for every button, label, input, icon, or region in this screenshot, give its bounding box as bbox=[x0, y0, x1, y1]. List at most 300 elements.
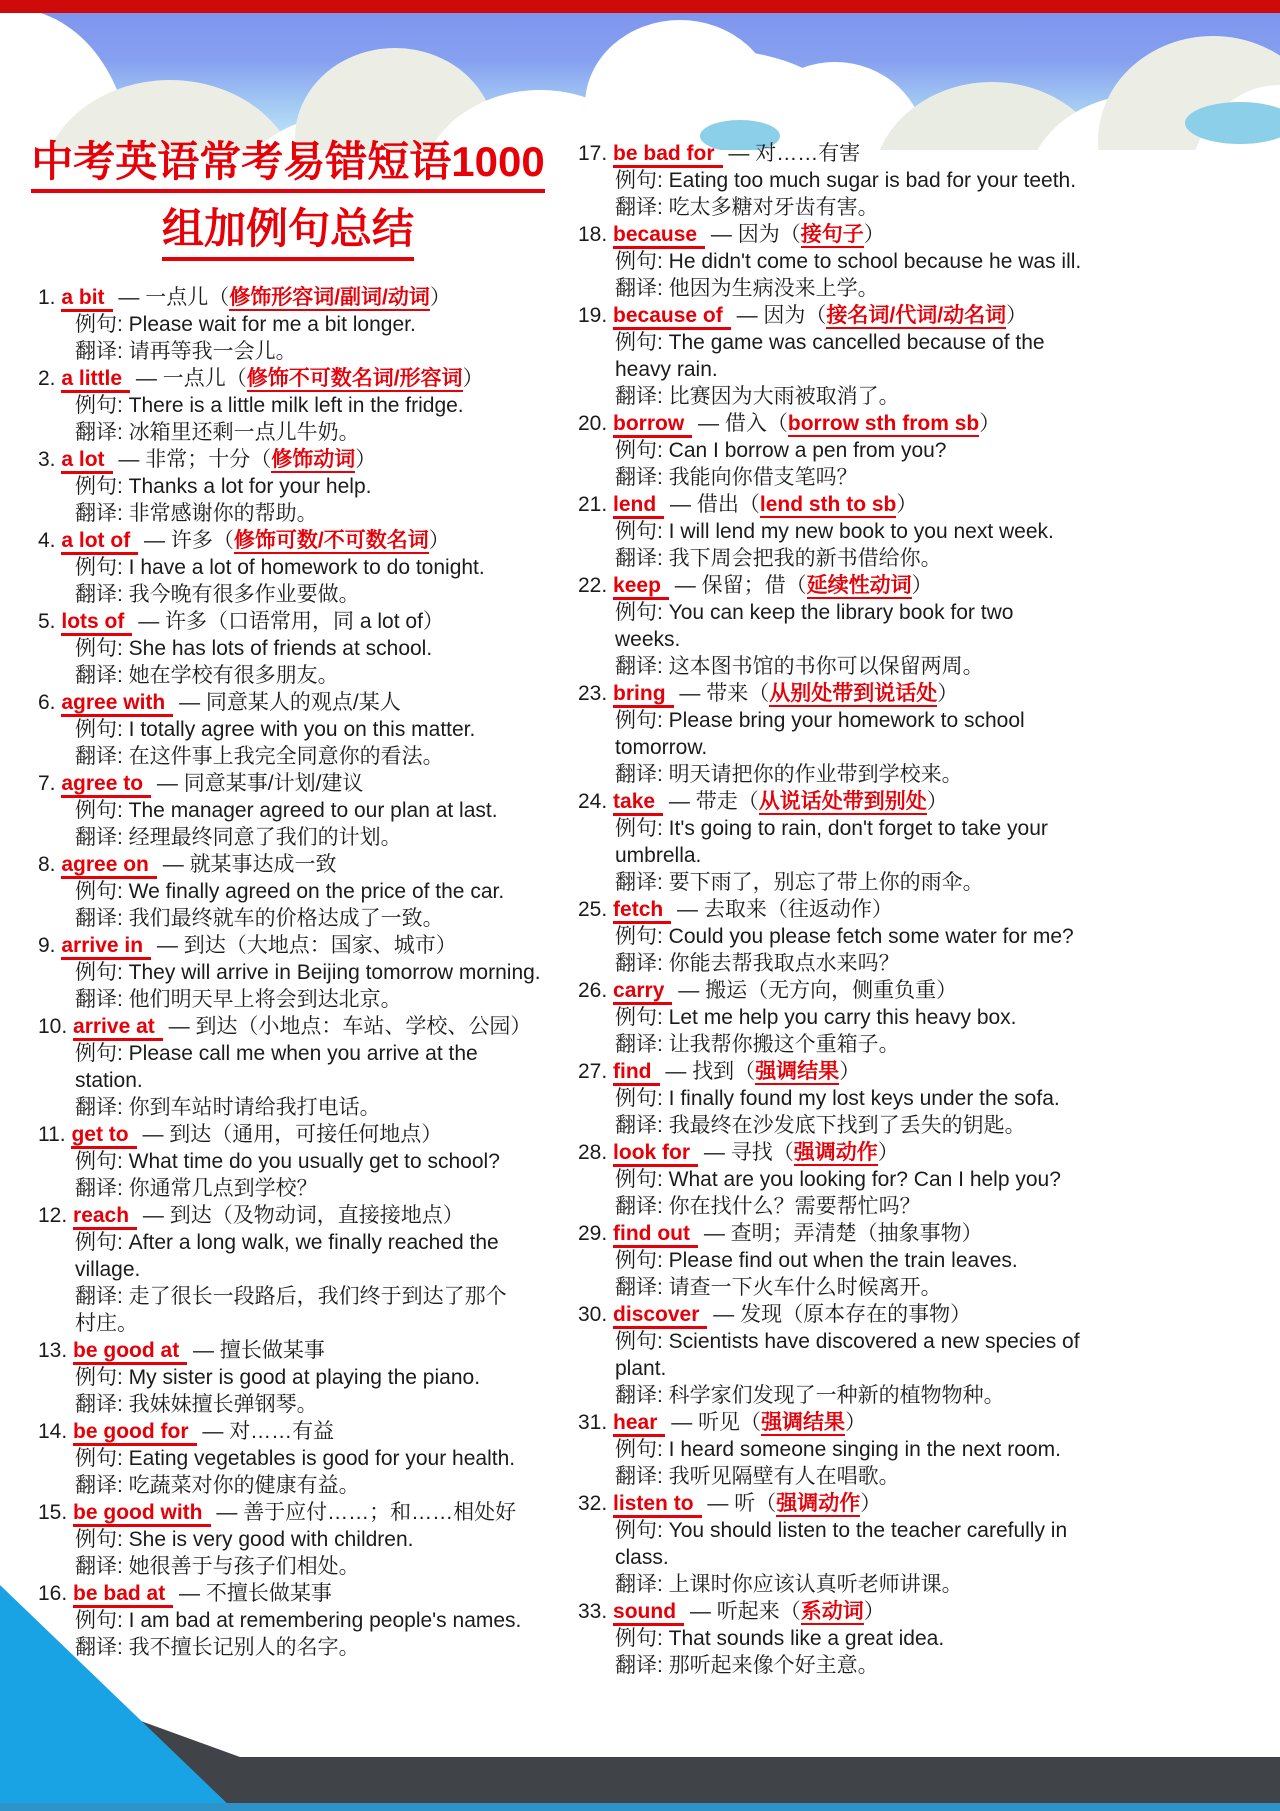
phrase-term: bring bbox=[613, 682, 674, 708]
entry-number: 25. bbox=[578, 898, 614, 921]
phrase-term: get to bbox=[71, 1123, 136, 1149]
gloss-text: ） bbox=[926, 790, 948, 813]
translation-line: 翻译: 她很善于与孩子们相处。 bbox=[75, 1555, 360, 1578]
phrase-head-line bbox=[38, 365, 554, 392]
gloss-text: ） bbox=[428, 529, 450, 552]
grammar-note-red: 强调动作 bbox=[793, 1141, 878, 1164]
phrase-term: a little bbox=[61, 367, 130, 393]
gloss-text: ） bbox=[877, 1141, 899, 1164]
dash-separator: — bbox=[698, 1222, 731, 1245]
phrase-entry bbox=[578, 1139, 1094, 1220]
phrase-term: a lot of bbox=[61, 529, 138, 555]
gloss-text: ） bbox=[355, 448, 377, 471]
phrase-term: agree to bbox=[61, 772, 151, 798]
phrase-term: look for bbox=[613, 1141, 698, 1167]
gloss-text: 到达（小地点：车站、学校、公园） bbox=[195, 1015, 532, 1038]
phrase-term: because of bbox=[613, 304, 731, 330]
example-line: 例句: I am bad at remembering people's names. bbox=[75, 1609, 522, 1632]
entry-number: 23. bbox=[578, 682, 614, 705]
dash-separator: — bbox=[137, 1204, 170, 1227]
phrase-entry bbox=[578, 140, 1094, 221]
gloss-text: 同意某事/计划/建议 bbox=[183, 772, 364, 795]
phrase-entry bbox=[38, 446, 554, 527]
grammar-note-red: borrow sth from sb bbox=[787, 412, 980, 435]
gloss-text: 许多（ bbox=[170, 529, 234, 552]
phrase-entry bbox=[38, 608, 554, 689]
translation-line: 翻译: 科学家们发现了一种新的植物物种。 bbox=[615, 1384, 1005, 1407]
phrase-head-line bbox=[578, 572, 1094, 599]
grammar-note-red: 修饰形容词/副词/动词 bbox=[229, 286, 430, 309]
phrase-head-line bbox=[578, 140, 1094, 167]
dash-separator: — bbox=[112, 286, 146, 309]
example-line: 例句: There is a little milk left in the fridge. bbox=[75, 394, 464, 417]
example-line: 例句: Please bring your homework to school bbox=[615, 709, 1025, 732]
phrase-term: be good with bbox=[73, 1501, 210, 1527]
translation-line: 翻译: 请再等我一会儿。 bbox=[75, 340, 297, 363]
example-line: 例句: Scientists have discovered a new species of bbox=[615, 1330, 1080, 1353]
phrase-head-line bbox=[38, 1580, 554, 1607]
phrase-term: find bbox=[613, 1060, 659, 1086]
phrase-entry bbox=[38, 1418, 554, 1499]
grammar-note-red: lend sth to sb bbox=[759, 493, 897, 516]
gloss-text: 非常；十分（ bbox=[145, 448, 272, 471]
dash-separator: — bbox=[684, 1600, 717, 1623]
grammar-note-red: 修饰不可数名词/形容词 bbox=[246, 367, 463, 390]
gloss-text: 寻找（ bbox=[730, 1141, 794, 1164]
gloss-text: 借出（ bbox=[696, 493, 760, 516]
translation-line: 翻译: 让我帮你搬这个重箱子。 bbox=[615, 1033, 900, 1056]
gloss-text: ） bbox=[860, 1492, 882, 1515]
example-line: 例句: My sister is good at playing the piano. bbox=[75, 1366, 481, 1389]
phrase-head-line bbox=[578, 302, 1094, 329]
gloss-text: 因为（ bbox=[763, 304, 827, 327]
entry-number: 33. bbox=[578, 1600, 614, 1623]
phrase-entry bbox=[578, 896, 1094, 977]
gloss-text: 带来（ bbox=[706, 682, 770, 705]
translation-line: 翻译: 冰箱里还剩一点儿牛奶。 bbox=[75, 421, 360, 444]
phrase-head-line bbox=[578, 1301, 1094, 1328]
phrase-entry bbox=[578, 1490, 1094, 1598]
translation-line: 翻译: 上课时你应该认真听老师讲课。 bbox=[615, 1573, 963, 1596]
entry-number: 3. bbox=[38, 448, 62, 471]
phrase-head-line bbox=[578, 1490, 1094, 1517]
entry-number: 20. bbox=[578, 412, 614, 435]
dash-separator: — bbox=[692, 412, 725, 435]
gloss-text: 借入（ bbox=[724, 412, 788, 435]
phrase-head-line bbox=[578, 491, 1094, 518]
translation-line: 翻译: 请查一下火车什么时候离开。 bbox=[615, 1276, 942, 1299]
dash-separator: — bbox=[672, 979, 706, 1002]
phrase-head-line bbox=[38, 1013, 554, 1040]
phrase-term: a lot bbox=[61, 448, 112, 474]
entry-number: 13. bbox=[38, 1339, 74, 1362]
phrase-entry bbox=[38, 527, 554, 608]
example-line: weeks. bbox=[615, 628, 681, 651]
example-line: 例句: Eating too much sugar is bad for your teeth. bbox=[615, 169, 1077, 192]
dash-separator: — bbox=[130, 367, 163, 390]
phrase-entry bbox=[38, 932, 554, 1013]
dash-separator: — bbox=[136, 1123, 170, 1146]
phrase-term: lots of bbox=[61, 610, 132, 636]
grammar-note-red: 修饰动词 bbox=[271, 448, 356, 471]
phrase-head-line bbox=[38, 1121, 554, 1148]
example-line: class. bbox=[615, 1546, 669, 1569]
example-line: plant. bbox=[615, 1357, 667, 1380]
entry-number: 15. bbox=[38, 1501, 74, 1524]
example-line: 例句: What are you looking for? Can I help you? bbox=[615, 1168, 1061, 1191]
gloss-text: 就某事达成一致 bbox=[189, 853, 337, 876]
dash-separator: — bbox=[698, 1141, 731, 1164]
example-line: 例句: Please call me when you arrive at the bbox=[75, 1042, 478, 1065]
gloss-text: ） bbox=[863, 1600, 885, 1623]
phrase-head-line bbox=[578, 1058, 1094, 1085]
dash-separator: — bbox=[722, 142, 756, 165]
phrase-entry bbox=[38, 1580, 554, 1661]
gloss-text: 擅长做某事 bbox=[219, 1339, 325, 1362]
gloss-text: 听（ bbox=[734, 1492, 777, 1515]
example-line: 例句: She is very good with children. bbox=[75, 1528, 414, 1551]
phrase-term: carry bbox=[613, 979, 672, 1005]
phrase-term: reach bbox=[73, 1204, 137, 1230]
phrase-column-right bbox=[578, 140, 1094, 1679]
dash-separator: — bbox=[730, 304, 764, 327]
dash-separator: — bbox=[173, 1582, 206, 1605]
dash-separator: — bbox=[673, 682, 707, 705]
translation-line: 翻译: 非常感谢你的帮助。 bbox=[75, 502, 318, 525]
phrase-head-line bbox=[578, 1598, 1094, 1625]
entry-number: 29. bbox=[578, 1222, 614, 1245]
example-line: 例句: You should listen to the teacher carefully in bbox=[615, 1519, 1068, 1542]
phrase-head-line bbox=[38, 446, 554, 473]
phrase-entry bbox=[578, 1220, 1094, 1301]
dash-separator: — bbox=[705, 223, 738, 246]
dash-separator: — bbox=[707, 1303, 741, 1326]
translation-line: 翻译: 我今晚有很多作业要做。 bbox=[75, 583, 360, 606]
entry-number: 14. bbox=[38, 1420, 74, 1443]
phrase-term: because bbox=[613, 223, 705, 249]
translation-line: 翻译: 你通常几点到学校？ bbox=[75, 1177, 318, 1200]
example-line: 例句: Let me help you carry this heavy box. bbox=[615, 1006, 1017, 1029]
phrase-head-line bbox=[38, 1499, 554, 1526]
phrase-entry bbox=[578, 977, 1094, 1058]
grammar-note-red: 接名词/代词/动名词 bbox=[826, 304, 1007, 327]
example-line: 例句: We finally agreed on the price of the car. bbox=[75, 880, 505, 903]
footer-bottom-strip bbox=[0, 1803, 1280, 1811]
page-title-line-1: 中考英语常考易错短语1000 bbox=[31, 138, 544, 193]
entry-number: 30. bbox=[578, 1303, 614, 1326]
phrase-column-left bbox=[38, 284, 554, 1661]
grammar-note-red: 强调结果 bbox=[755, 1060, 840, 1083]
example-line: 例句: He didn't come to school because he was ill. bbox=[615, 250, 1082, 273]
translation-line: 翻译: 这本图书馆的书你可以保留两周。 bbox=[615, 655, 984, 678]
translation-line: 翻译: 比赛因为大雨被取消了。 bbox=[615, 385, 900, 408]
phrase-term: borrow bbox=[613, 412, 692, 438]
phrase-entry bbox=[38, 1121, 554, 1202]
phrase-term: fetch bbox=[613, 898, 671, 924]
phrase-head-line bbox=[38, 527, 554, 554]
phrase-entry bbox=[38, 1337, 554, 1418]
phrase-entry bbox=[38, 1202, 554, 1337]
phrase-head-line bbox=[38, 1418, 554, 1445]
grammar-note-red: 修饰可数/不可数名词 bbox=[233, 529, 429, 552]
example-line: 例句: It's going to rain, don't forget to take your bbox=[615, 817, 1048, 840]
example-line: 例句: Can I borrow a pen from you? bbox=[615, 439, 947, 462]
entry-number: 2. bbox=[38, 367, 62, 390]
gloss-text: ） bbox=[979, 412, 1001, 435]
entry-number: 11. bbox=[38, 1123, 72, 1146]
translation-line: 翻译: 我妹妹擅长弹钢琴。 bbox=[75, 1393, 318, 1416]
phrase-entry bbox=[38, 1013, 554, 1121]
translation-line: 村庄。 bbox=[75, 1312, 138, 1335]
grammar-note-red: 系动词 bbox=[800, 1600, 864, 1623]
phrase-entry bbox=[578, 1301, 1094, 1409]
entry-number: 32. bbox=[578, 1492, 614, 1515]
example-line: 例句: They will arrive in Beijing tomorrow morning. bbox=[75, 961, 541, 984]
dash-separator: — bbox=[663, 790, 696, 813]
translation-line: 翻译: 那听起来像个好主意。 bbox=[615, 1654, 879, 1677]
entry-number: 8. bbox=[38, 853, 62, 876]
phrase-entry bbox=[578, 221, 1094, 302]
phrase-entry bbox=[578, 1409, 1094, 1490]
phrase-head-line bbox=[578, 1220, 1094, 1247]
dash-separator: — bbox=[151, 772, 184, 795]
phrase-term: arrive in bbox=[61, 934, 151, 960]
dash-separator: — bbox=[112, 448, 146, 471]
gloss-text: 发现（原本存在的事物） bbox=[740, 1303, 972, 1326]
gloss-text: ） bbox=[845, 1411, 867, 1434]
entry-number: 9. bbox=[38, 934, 62, 957]
grammar-note-red: 接句子 bbox=[800, 223, 864, 246]
phrase-term: keep bbox=[613, 574, 669, 600]
entry-number: 19. bbox=[578, 304, 614, 327]
phrase-head-line bbox=[578, 1409, 1094, 1436]
phrase-head-line bbox=[38, 1202, 554, 1229]
gloss-text: 对……有害 bbox=[755, 142, 861, 165]
example-line: 例句: Thanks a lot for your help. bbox=[75, 475, 372, 498]
grammar-note-red: 从说话处带到别处 bbox=[758, 790, 927, 813]
dash-separator: — bbox=[671, 898, 704, 921]
gloss-text: 听起来（ bbox=[716, 1600, 801, 1623]
phrase-head-line bbox=[578, 680, 1094, 707]
example-line: heavy rain. bbox=[615, 358, 718, 381]
page-title bbox=[28, 138, 548, 273]
phrase-term: agree with bbox=[61, 691, 173, 717]
dash-separator: — bbox=[173, 691, 206, 714]
translation-line: 翻译: 要下雨了，别忘了带上你的雨伞。 bbox=[615, 871, 984, 894]
phrase-head-line bbox=[578, 977, 1094, 1004]
gloss-text: ） bbox=[937, 682, 959, 705]
phrase-entry bbox=[578, 302, 1094, 410]
gloss-text: 一点儿（ bbox=[145, 286, 230, 309]
gloss-text: 搬运（无方向，侧重负重） bbox=[705, 979, 958, 1002]
entry-number: 12. bbox=[38, 1204, 74, 1227]
gloss-text: 同意某人的观点/某人 bbox=[205, 691, 401, 714]
phrase-term: arrive at bbox=[73, 1015, 163, 1041]
entry-number: 16. bbox=[38, 1582, 74, 1605]
gloss-text: 找到（ bbox=[692, 1060, 756, 1083]
example-line: 例句: I finally found my lost keys under the sofa. bbox=[615, 1087, 1060, 1110]
entry-number: 28. bbox=[578, 1141, 614, 1164]
translation-line: 翻译: 他们明天早上将会到达北京。 bbox=[75, 988, 402, 1011]
gloss-text: 听见（ bbox=[698, 1411, 762, 1434]
example-line: station. bbox=[75, 1069, 143, 1092]
phrase-entry bbox=[578, 1598, 1094, 1679]
entry-number: 17. bbox=[578, 142, 614, 165]
example-line: 例句: What time do you usually get to school? bbox=[75, 1150, 500, 1173]
example-line: 例句: Please wait for me a bit longer. bbox=[75, 313, 416, 336]
translation-line: 翻译: 她在学校有很多朋友。 bbox=[75, 664, 339, 687]
gloss-text: 善于应付……；和……相处好 bbox=[243, 1501, 517, 1524]
dash-separator: — bbox=[668, 574, 702, 597]
gloss-text: ） bbox=[863, 223, 885, 246]
translation-line: 翻译: 明天请把你的作业带到学校来。 bbox=[615, 763, 963, 786]
dash-separator: — bbox=[151, 934, 184, 957]
phrase-head-line bbox=[578, 896, 1094, 923]
example-line: 例句: The manager agreed to our plan at last. bbox=[75, 799, 498, 822]
example-line: tomorrow. bbox=[615, 736, 708, 759]
gloss-text: 一点儿（ bbox=[162, 367, 247, 390]
phrase-entry bbox=[38, 851, 554, 932]
entry-number: 26. bbox=[578, 979, 614, 1002]
phrase-head-line bbox=[578, 410, 1094, 437]
example-line: umbrella. bbox=[615, 844, 702, 867]
entry-number: 7. bbox=[38, 772, 62, 795]
phrase-term: be bad for bbox=[613, 142, 723, 168]
phrase-entry bbox=[578, 680, 1094, 788]
dash-separator: — bbox=[187, 1339, 220, 1362]
phrase-term: be good for bbox=[73, 1420, 196, 1446]
translation-line: 翻译: 我最终在沙发底下找到了丢失的钥匙。 bbox=[615, 1114, 1026, 1137]
translation-line: 翻译: 你能去帮我取点水来吗？ bbox=[615, 952, 900, 975]
entry-number: 22. bbox=[578, 574, 614, 597]
dash-separator: — bbox=[196, 1420, 230, 1443]
translation-line: 翻译: 我听见隔壁有人在唱歌。 bbox=[615, 1465, 900, 1488]
gloss-text: 许多（口语常用，同 a lot of） bbox=[165, 610, 444, 633]
phrase-head-line bbox=[38, 689, 554, 716]
gloss-text: ） bbox=[896, 493, 918, 516]
phrase-entry bbox=[578, 410, 1094, 491]
phrase-entry bbox=[38, 770, 554, 851]
dash-separator: — bbox=[162, 1015, 196, 1038]
gloss-text: ） bbox=[839, 1060, 861, 1083]
gloss-text: ） bbox=[462, 367, 484, 390]
translation-line: 翻译: 在这件事上我完全同意你的看法。 bbox=[75, 745, 444, 768]
page-title-line-2: 组加例句总结 bbox=[162, 205, 414, 260]
phrase-term: listen to bbox=[613, 1492, 702, 1518]
gloss-text: 因为（ bbox=[737, 223, 801, 246]
translation-line: 翻译: 经理最终同意了我们的计划。 bbox=[75, 826, 402, 849]
gloss-text: ） bbox=[429, 286, 451, 309]
translation-line: 翻译: 他因为生病没来上学。 bbox=[615, 277, 879, 300]
gloss-text: 不擅长做某事 bbox=[205, 1582, 332, 1605]
gloss-text: ） bbox=[911, 574, 933, 597]
gloss-text: 到达（通用，可接任何地点） bbox=[169, 1123, 443, 1146]
entry-number: 10. bbox=[38, 1015, 74, 1038]
dash-separator: — bbox=[156, 853, 190, 876]
phrase-entry bbox=[38, 284, 554, 365]
entry-number: 5. bbox=[38, 610, 62, 633]
entry-number: 21. bbox=[578, 493, 614, 516]
translation-line: 翻译: 走了很长一段路后，我们终于到达了那个 bbox=[75, 1285, 507, 1308]
translation-line: 翻译: 你在找什么？需要帮忙吗？ bbox=[615, 1195, 921, 1218]
entry-number: 31. bbox=[578, 1411, 614, 1434]
translation-line: 翻译: 我下周会把我的新书借给你。 bbox=[615, 547, 942, 570]
dash-separator: — bbox=[701, 1492, 735, 1515]
dash-separator: — bbox=[210, 1501, 244, 1524]
gloss-text: 到达（及物动词，直接接地点） bbox=[169, 1204, 464, 1227]
phrase-term: agree on bbox=[61, 853, 157, 879]
entry-number: 4. bbox=[38, 529, 62, 552]
phrase-entry bbox=[38, 365, 554, 446]
sky-background bbox=[0, 0, 1280, 150]
example-line: village. bbox=[75, 1258, 141, 1281]
example-line: 例句: Could you please fetch some water for me? bbox=[615, 925, 1074, 948]
entry-number: 1. bbox=[38, 286, 62, 309]
gloss-text: 到达（大地点：国家、城市） bbox=[183, 934, 457, 957]
phrase-entry bbox=[578, 1058, 1094, 1139]
entry-number: 27. bbox=[578, 1060, 614, 1083]
phrase-head-line bbox=[578, 221, 1094, 248]
grammar-note-red: 强调动作 bbox=[776, 1492, 861, 1515]
grammar-note-red: 从别处带到说话处 bbox=[769, 682, 938, 705]
example-line: 例句: I have a lot of homework to do tonight. bbox=[75, 556, 485, 579]
translation-line: 翻译: 吃蔬菜对你的健康有益。 bbox=[75, 1474, 360, 1497]
phrase-head-line bbox=[38, 284, 554, 311]
example-line: 例句: You can keep the library book for two bbox=[615, 601, 1014, 624]
translation-line: 翻译: 吃太多糖对牙齿有害。 bbox=[615, 196, 879, 219]
gloss-text: 保留；借（ bbox=[701, 574, 807, 597]
dash-separator: — bbox=[665, 1411, 699, 1434]
phrase-entry bbox=[38, 689, 554, 770]
translation-line: 翻译: 你到车站时请给我打电话。 bbox=[75, 1096, 381, 1119]
phrase-head-line bbox=[578, 788, 1094, 815]
phrase-term: be good at bbox=[73, 1339, 187, 1365]
phrase-term: take bbox=[613, 790, 663, 816]
phrase-entry bbox=[578, 491, 1094, 572]
grammar-note-red: 强调结果 bbox=[761, 1411, 846, 1434]
phrase-head-line bbox=[38, 770, 554, 797]
translation-line: 翻译: 我不擅长记别人的名字。 bbox=[75, 1636, 360, 1659]
phrase-head-line bbox=[38, 932, 554, 959]
gloss-text: 带走（ bbox=[695, 790, 759, 813]
example-line: 例句: The game was cancelled because of the bbox=[615, 331, 1045, 354]
phrase-term: a bit bbox=[61, 286, 112, 312]
phrase-term: discover bbox=[613, 1303, 707, 1329]
dash-separator: — bbox=[138, 529, 171, 552]
phrase-term: sound bbox=[613, 1600, 684, 1626]
top-red-bar bbox=[0, 0, 1280, 13]
entry-number: 24. bbox=[578, 790, 614, 813]
phrase-term: be bad at bbox=[73, 1582, 173, 1608]
example-line: 例句: I totally agree with you on this matter. bbox=[75, 718, 476, 741]
translation-line: 翻译: 我能向你借支笔吗？ bbox=[615, 466, 858, 489]
gloss-text: 查明；弄清楚（抽象事物） bbox=[730, 1222, 983, 1245]
phrase-entry bbox=[38, 1499, 554, 1580]
phrase-head-line bbox=[38, 608, 554, 635]
gloss-text: 对……有益 bbox=[229, 1420, 335, 1443]
dash-separator: — bbox=[132, 610, 166, 633]
entry-number: 6. bbox=[38, 691, 62, 714]
grammar-note-red: 延续性动词 bbox=[806, 574, 912, 597]
phrase-entry bbox=[578, 788, 1094, 896]
phrase-term: lend bbox=[613, 493, 664, 519]
example-line: 例句: She has lots of friends at school. bbox=[75, 637, 433, 660]
example-line: 例句: After a long walk, we finally reached the bbox=[75, 1231, 499, 1254]
phrase-head-line bbox=[38, 1337, 554, 1364]
gloss-text: 去取来（往返动作） bbox=[703, 898, 893, 921]
phrase-head-line bbox=[38, 851, 554, 878]
phrase-term: find out bbox=[613, 1222, 698, 1248]
